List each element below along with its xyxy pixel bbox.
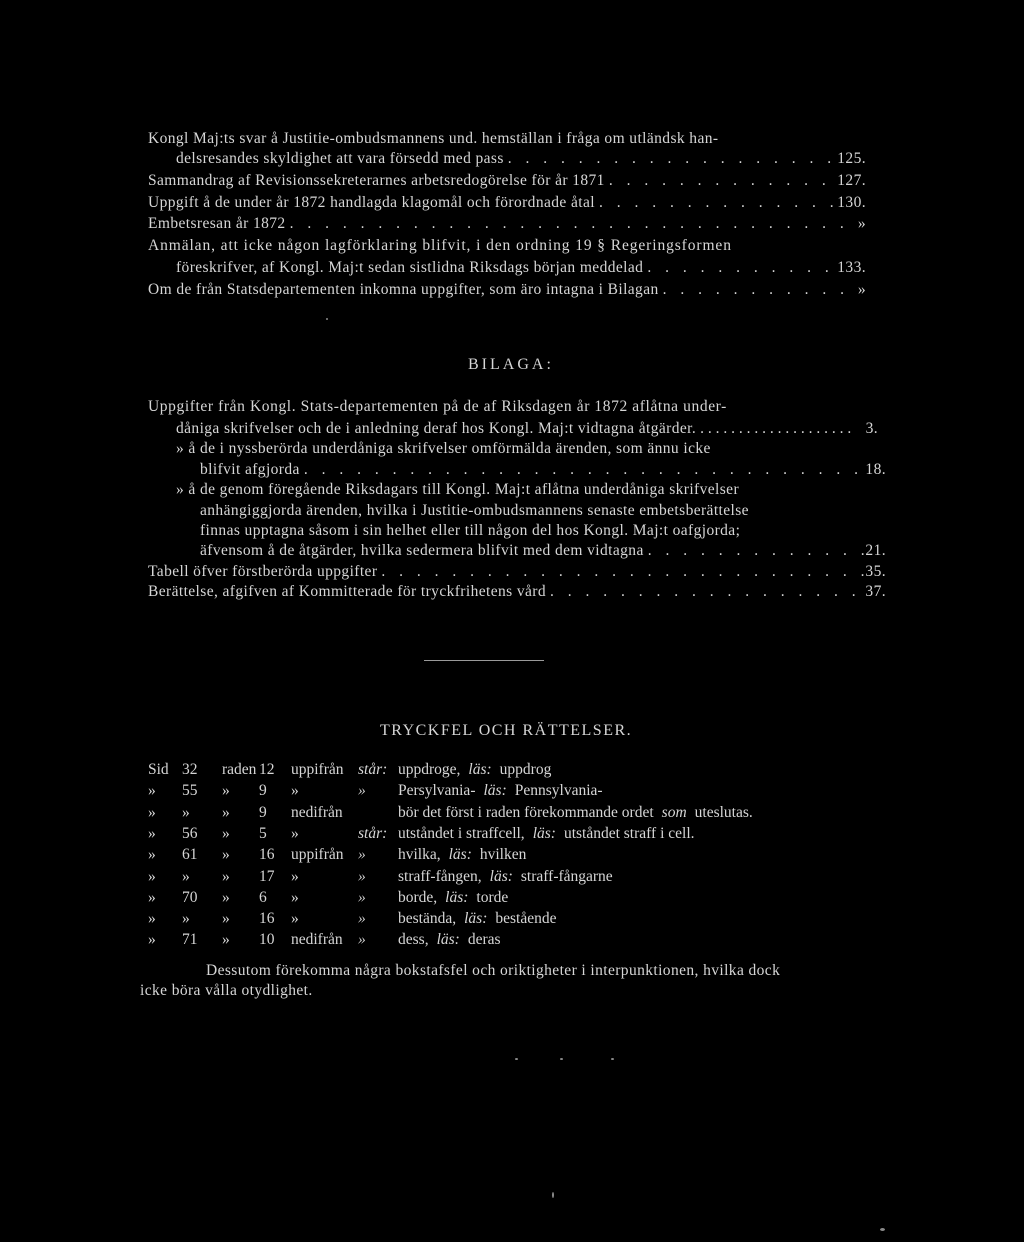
errata-cell: straff-fången,	[398, 867, 482, 885]
errata-cell: »	[222, 910, 230, 928]
bilaga-line-10: Berättelse, afgifven af Kommitterade för tryckfrihetens vård . . . 37.	[148, 582, 886, 601]
errata-cell: »	[148, 910, 156, 928]
errata-cell: står:	[358, 761, 388, 778]
page-number: 133.	[837, 259, 866, 276]
errata-cell: raden	[222, 761, 257, 778]
errata-cell: läs:	[436, 931, 460, 949]
errata-cell: uteslutas.	[694, 803, 753, 821]
errata-cell: »	[222, 782, 230, 800]
errata-cell: står:	[358, 824, 388, 842]
toc-line-8: Om de från Statsdepartementen inkomna uppgifter, som äro intagna i Bilagan . . . »	[148, 280, 866, 299]
print-speck	[880, 1228, 885, 1231]
errata-cell: borde,	[398, 888, 438, 906]
toc-line-7: föreskrifver, af Kongl. Maj:t sedan sistlidna Riksdags början meddelad . . . 133.	[176, 258, 866, 277]
errata-cell: utståndet i straffcell,	[398, 824, 525, 842]
errata-cell: 56	[182, 824, 198, 842]
errata-cell: bestående	[495, 910, 557, 928]
dot-leader	[504, 149, 837, 168]
errata-cell: »	[148, 824, 156, 842]
errata-cell: 55	[182, 782, 198, 800]
toc-line-2: delsresandes skyldighet att vara försedd med pass . . . 125.	[176, 149, 866, 168]
print-speck	[552, 1192, 554, 1198]
print-speck	[611, 1058, 614, 1060]
dot-leader	[659, 280, 844, 299]
bilaga-line-1: Uppgifter från Kongl. Stats-departementen på de af Riksdagen år 1872 aflåtna under-	[148, 398, 727, 415]
dot-leader	[644, 541, 864, 560]
errata-cell: som	[661, 803, 687, 821]
errata-cell: uppifrån	[291, 846, 344, 864]
errata-cell: »	[222, 888, 230, 906]
bilaga-line-8: äfvensom å de åtgärder, hvilka sedermera blifvit med dem vidtagna . . . 21.	[200, 541, 886, 560]
errata-cell: 9	[259, 782, 267, 800]
errata-cell: läs:	[445, 888, 469, 906]
dot-leader	[643, 258, 837, 277]
errata-cell: läs:	[489, 867, 513, 885]
page-number: »	[857, 215, 866, 232]
toc-line-4: Uppgift å de under år 1872 handlagda klagomål och förordnade åtal . . . 130.	[148, 193, 866, 212]
dot-leader	[696, 419, 856, 438]
toc-line-3: Sammandrag af Revisionssekreterarnes arbetsredogörelse för år 1871 . . . 127.	[148, 171, 866, 190]
errata-cell: »	[148, 867, 156, 885]
errata-cell: »	[222, 803, 230, 821]
page-number: 3.	[865, 420, 878, 437]
errata-cell: »	[358, 846, 366, 864]
errata-heading: TRYCKFEL OCH RÄTTELSER.	[380, 722, 633, 739]
print-speck	[560, 1058, 563, 1060]
dot-leader	[605, 171, 837, 190]
errata-cell: 5	[259, 824, 267, 842]
errata-cell: »	[148, 846, 156, 864]
errata-cell: 12	[259, 761, 275, 778]
errata-cell: »	[222, 867, 230, 885]
errata-cell: »	[182, 867, 190, 885]
errata-cell: bestända,	[398, 910, 457, 928]
errata-cell: deras	[467, 931, 501, 949]
errata-cell: hvilka,	[398, 846, 441, 864]
errata-cell: dess,	[398, 931, 429, 949]
toc-line-6: Anmälan, att icke någon lagförklaring blifvit, i den ordning 19 § Regeringsformen	[148, 237, 732, 254]
errata-cell: »	[358, 867, 366, 885]
dot-leader	[595, 193, 837, 212]
errata-cell: läs:	[483, 782, 507, 800]
errata-cell: »	[148, 931, 156, 949]
errata-cell: 17	[259, 867, 275, 885]
dot-leader	[286, 214, 844, 233]
errata-cell: läs:	[464, 910, 488, 928]
errata-cell: »	[291, 824, 299, 842]
errata-cell: »	[358, 931, 366, 949]
errata-cell: utståndet straff i cell.	[563, 824, 695, 842]
page-number: 21.	[865, 542, 886, 559]
toc-line-1: Kongl Maj:ts svar å Justitie-ombudsmannens und. hemställan i fråga om utländsk han-	[148, 130, 719, 147]
errata-cell: uppdrog	[499, 761, 552, 778]
errata-cell: läs:	[448, 846, 472, 864]
page-number: »	[857, 281, 866, 298]
dot-leader	[377, 562, 864, 581]
errata-cell: »	[148, 888, 156, 906]
bilaga-line-4: blifvit afgjorda . . . 18.	[200, 460, 886, 479]
errata-cell: 32	[182, 761, 198, 778]
errata-cell: nedifrån	[291, 803, 343, 821]
dot-leader	[300, 460, 864, 479]
errata-cell: »	[222, 931, 230, 949]
errata-cell: bör det först i raden förekommande ordet	[398, 803, 654, 821]
errata-cell: 16	[259, 910, 275, 928]
errata-cell: »	[358, 782, 366, 800]
page-number: 125.	[837, 150, 866, 167]
bilaga-line-7: finnas upptagna såsom i sin helhet eller till någon del hos Kongl. Maj:t oafgjorda;	[200, 522, 741, 539]
errata-cell: Sid	[148, 761, 169, 778]
errata-cell: »	[148, 803, 156, 821]
errata-cell: straff-fångarne	[520, 867, 613, 885]
dot-leader	[546, 582, 864, 601]
bilaga-line-6: anhängiggjorda ärenden, hvilka i Justitie-ombudsmannens senaste embetsberättelse	[200, 502, 749, 519]
errata-cell: torde	[476, 888, 509, 906]
errata-cell: 71	[182, 931, 198, 949]
errata-cell: Pennsylvania-	[514, 782, 603, 800]
errata-cell: läs:	[532, 824, 556, 842]
errata-cell: hvilken	[479, 846, 527, 864]
print-speck	[326, 318, 328, 320]
errata-cell: »	[291, 867, 299, 885]
page-number: 37.	[865, 583, 886, 600]
errata-cell: »	[222, 824, 230, 842]
errata-cell: 70	[182, 888, 198, 906]
errata-cell: »	[182, 910, 190, 928]
errata-cell: »	[182, 803, 190, 821]
errata-cell: läs:	[468, 761, 492, 778]
bilaga-line-2: dåniga skrifvelser och de i anledning deraf hos Kongl. Maj:t vidtagna åtgärder. . . . 3.	[176, 419, 878, 438]
errata-cell: 6	[259, 888, 267, 906]
bilaga-line-3: » å de i nyssberörda underdåniga skrifvelser omförmälda ärenden, som ännu icke	[176, 440, 711, 457]
errata-cell: nedifrån	[291, 931, 343, 949]
errata-cell: »	[291, 910, 299, 928]
errata-cell: Persylvania-	[398, 782, 476, 800]
errata-cell: »	[222, 846, 230, 864]
page-number: 35.	[865, 563, 886, 580]
errata-cell: 61	[182, 846, 198, 864]
errata-note-line-1: Dessutom förekomma några bokstafsfel och oriktigheter i interpunktionen, hvilka dock	[206, 962, 781, 979]
errata-cell: »	[148, 782, 156, 800]
bilaga-line-5: » å de genom föregående Riksdagars till Kongl. Maj:t aflåtna underdåniga skrifvelser	[176, 481, 740, 498]
errata-cell: »	[358, 888, 366, 906]
errata-cell: »	[291, 782, 299, 800]
errata-cell: uppifrån	[291, 761, 344, 778]
errata-cell: 10	[259, 931, 275, 949]
errata-note-line-2: icke böra vålla otydlighet.	[140, 982, 313, 999]
errata-cell: 9	[259, 803, 267, 821]
toc-line-5: Embetsresan år 1872 . . . »	[148, 214, 866, 233]
page-number: 130.	[837, 194, 866, 211]
page-number: 127.	[837, 172, 866, 189]
section-divider	[424, 660, 544, 661]
page-number: 18.	[865, 461, 886, 478]
errata-cell: uppdroge,	[398, 761, 461, 778]
errata-cell: »	[358, 910, 366, 928]
errata-cell: »	[291, 888, 299, 906]
bilaga-heading: BILAGA:	[468, 356, 554, 373]
print-speck	[515, 1058, 518, 1060]
errata-cell: 16	[259, 846, 275, 864]
bilaga-line-9: Tabell öfver förstberörda uppgifter . . . 35.	[148, 562, 886, 581]
